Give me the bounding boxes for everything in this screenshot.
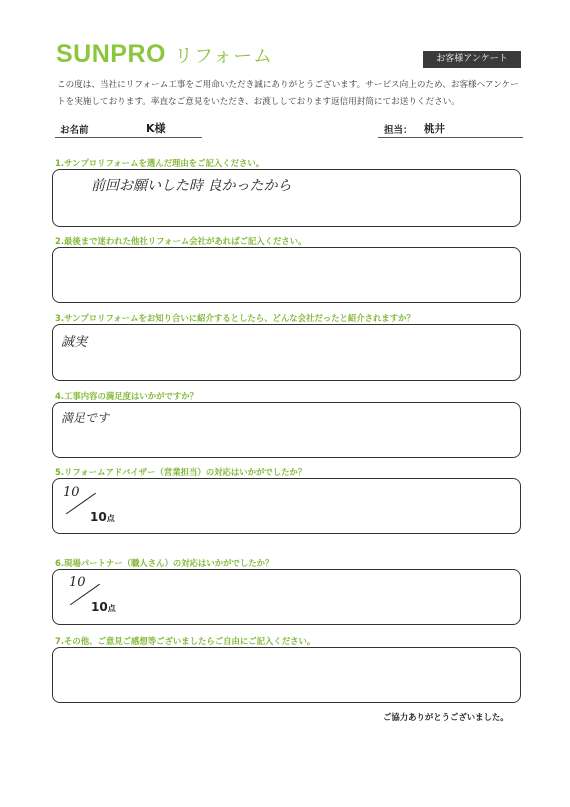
question-7: 7.その他、ご意見ご感想等ございましたらご自由にご記入ください。 [55, 636, 316, 646]
question-4: 4.工事内容の満足度はいかがですか？ [55, 391, 199, 401]
question-2: 2.最後まで迷われた他社リフォーム会社があればご記入ください。 [55, 236, 307, 246]
score-5-handwritten: 10 [63, 485, 80, 500]
answer-box-6 [52, 569, 521, 625]
logo: SUNPRO リフォーム [56, 40, 274, 68]
answer-box-1 [52, 169, 521, 227]
staff-value: 桃井 [424, 123, 445, 135]
survey-tag: お客様アンケート [423, 51, 521, 68]
intro-text: この度は、当社にリフォーム工事をご用命いただき誠にありがとうございます。サービス向上のため、お客様へアンケートを実施しております。率直なご意見をいただき、お渡ししております返信用封筒にてお送りください。 [57, 80, 519, 107]
answer-box-3 [52, 324, 521, 381]
staff-underline [378, 137, 523, 138]
answer-box-2 [52, 247, 521, 303]
question-6: 6.現場パートナー（職人さん）の対応はいかがでしたか？ [55, 558, 274, 568]
answer-3: 誠実 [61, 335, 88, 350]
score-6-handwritten: 10 [69, 575, 86, 590]
answer-box-4 [52, 402, 521, 458]
answer-box-5 [52, 478, 521, 534]
staff-label: 担当： [384, 125, 413, 136]
answer-1: 前回お願いした時 良かったから [91, 178, 292, 194]
name-underline [55, 137, 202, 138]
answer-box-7 [52, 647, 521, 703]
question-1: 1.サンプロリフォームを選んだ理由をご記入ください。 [55, 158, 265, 168]
name-label: お名前 [60, 125, 89, 136]
question-3: 3.サンプロリフォームをお知り合いに紹介するとしたら、どんな会社だったと紹介されますか？ [55, 313, 415, 323]
footer-thanks: ご協力ありがとうございました。 [383, 712, 509, 722]
question-5: 5.リフォームアドバイザー（営業担当）の対応はいかがでしたか？ [55, 467, 307, 477]
score-6-max: 10点 [91, 600, 116, 614]
name-value: K様 [146, 122, 166, 135]
score-5-max: 10点 [90, 510, 115, 524]
answer-4: 満足です [61, 411, 110, 425]
